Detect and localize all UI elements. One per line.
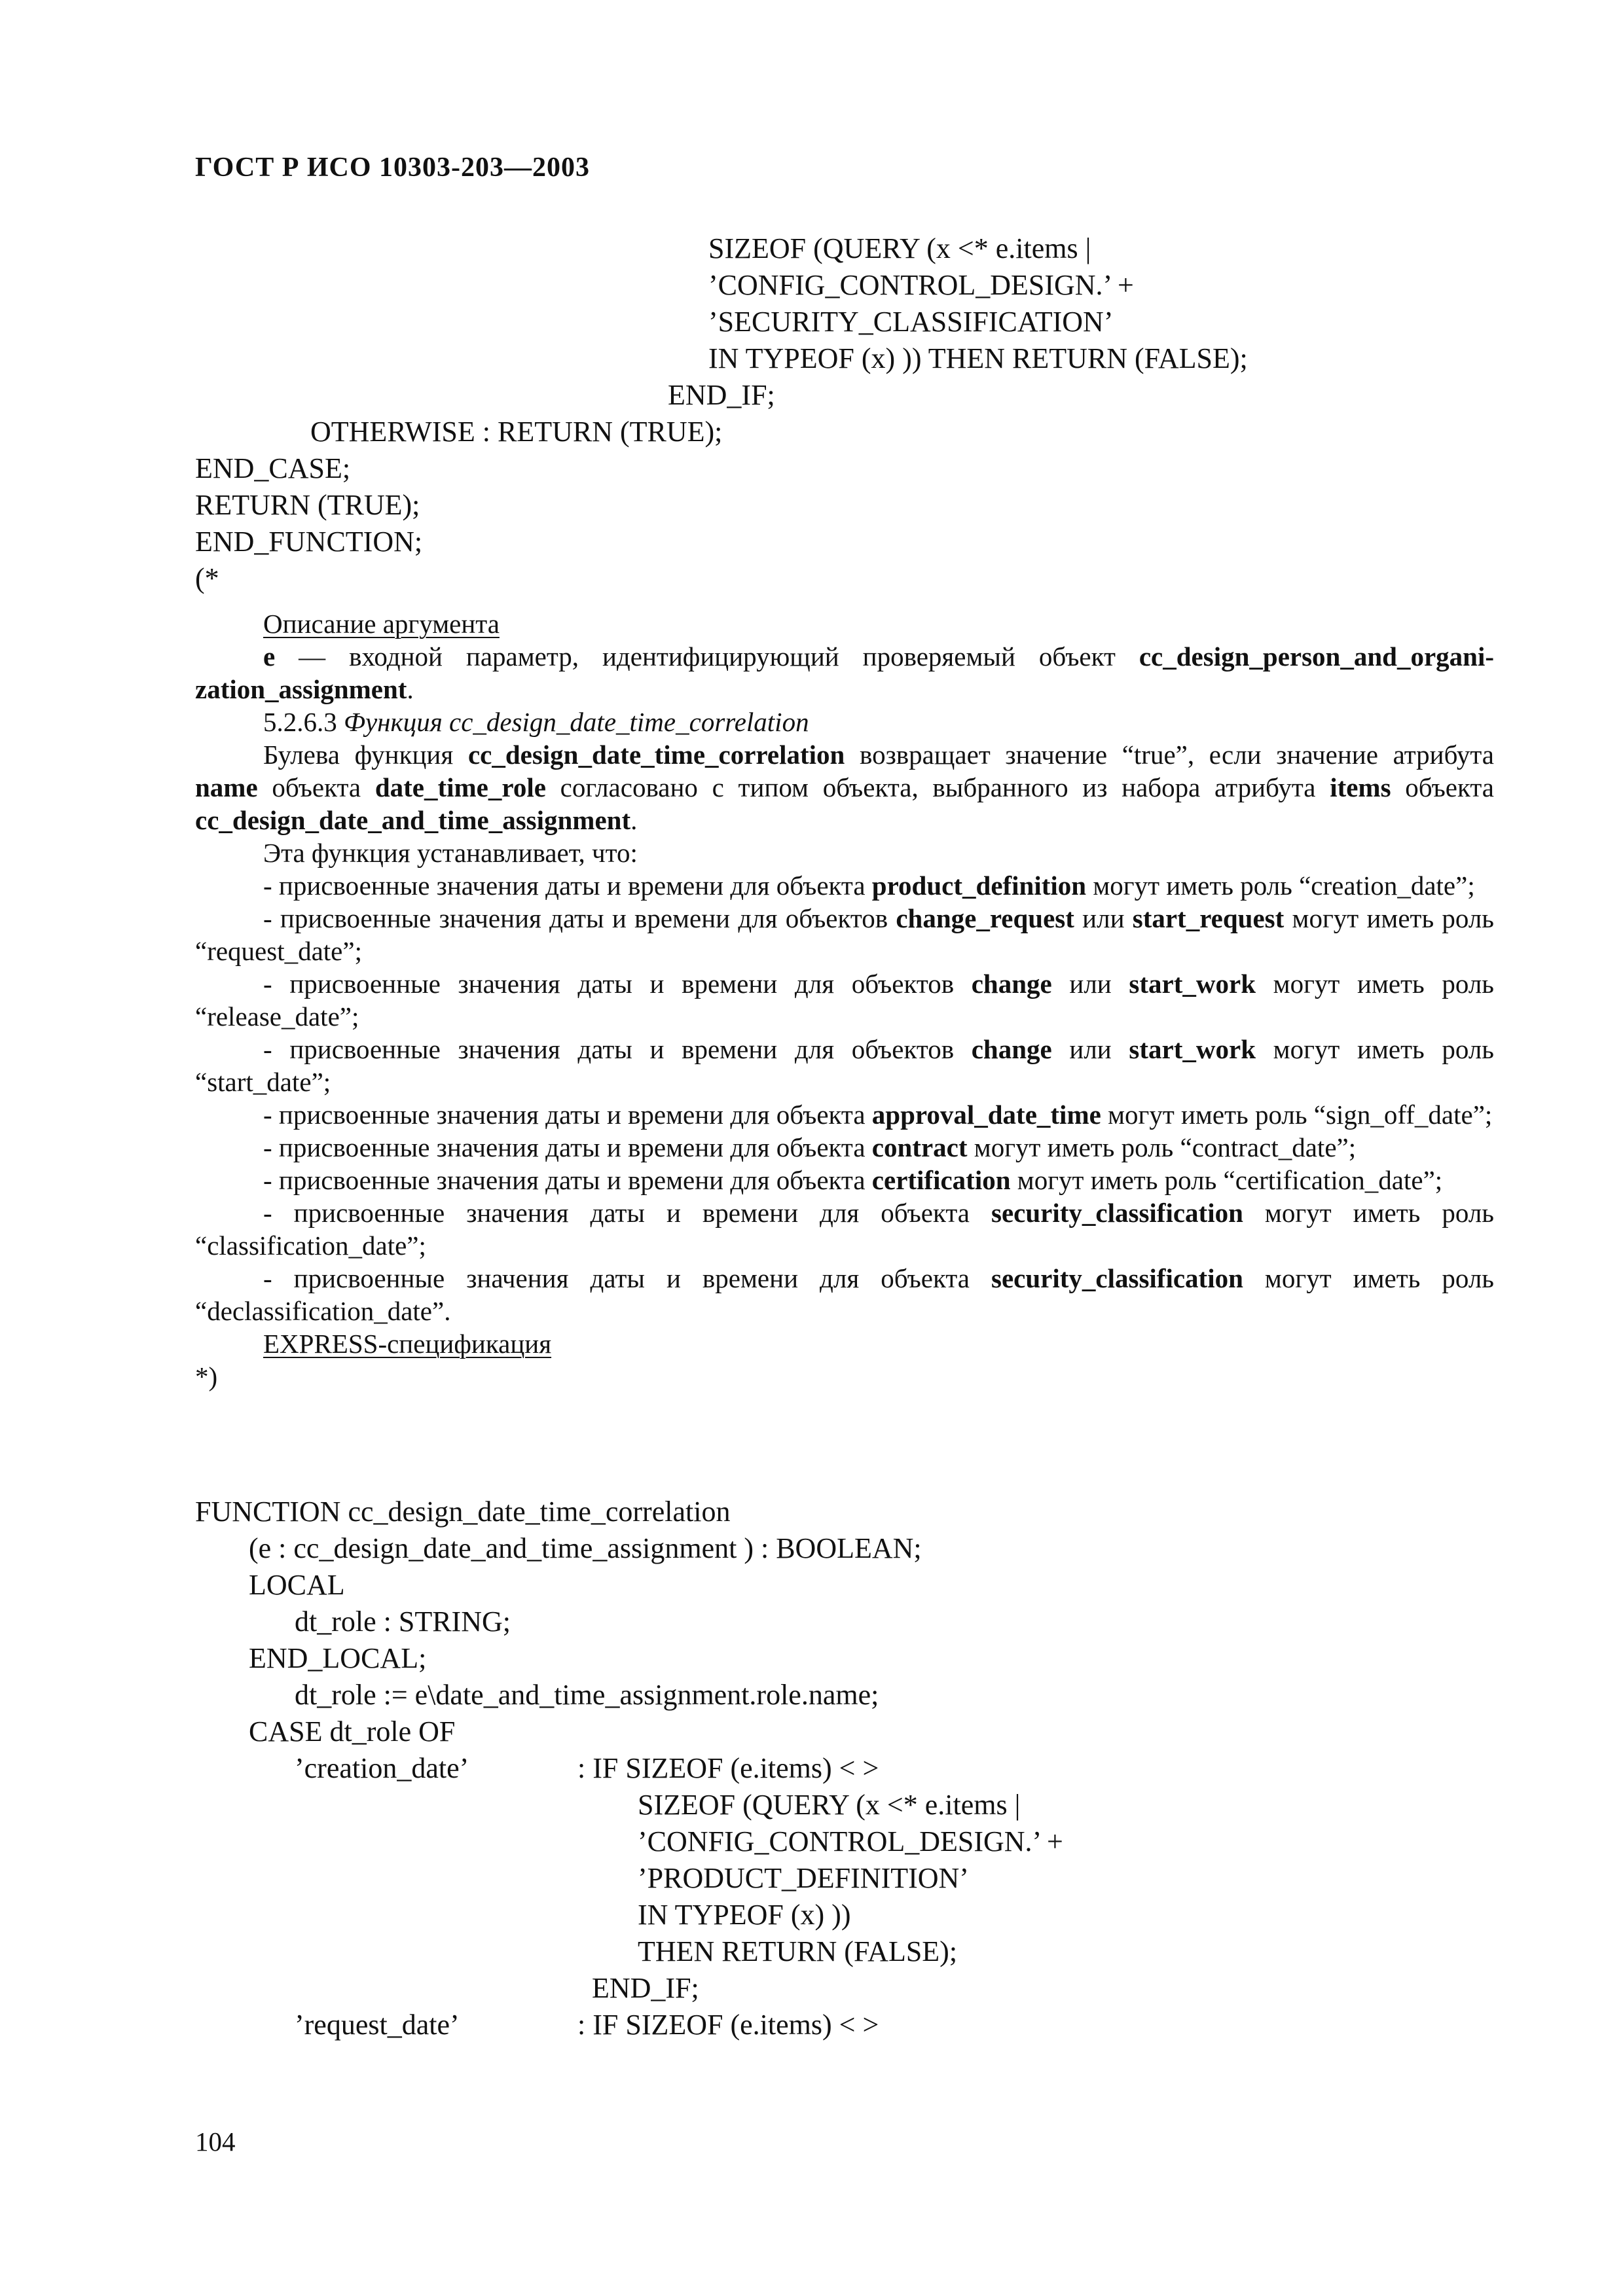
code-line: END_LOCAL; bbox=[249, 1642, 427, 1674]
rule-text: могут иметь роль “classification_date”; bbox=[195, 1198, 1494, 1261]
code-line: CASE dt_role OF bbox=[249, 1715, 456, 1748]
desc-bold: items bbox=[1330, 772, 1391, 802]
rule-object: change_request bbox=[896, 903, 1074, 933]
argument-heading bbox=[195, 607, 1494, 640]
code-line: END_IF; bbox=[668, 379, 775, 411]
desc-part: . bbox=[630, 805, 638, 835]
code-line: : IF SIZEOF (e.items) < > bbox=[577, 1752, 879, 1784]
argument-object: cc_design_person_and_organi-zation_assignment bbox=[195, 641, 1494, 704]
code-line: ’CONFIG_CONTROL_DESIGN.’ + bbox=[638, 1825, 1063, 1857]
rule-text: могут иметь роль “declassification_date”. bbox=[195, 1263, 1494, 1326]
rule-object: security_classification bbox=[991, 1198, 1243, 1228]
code-line: ’SECURITY_CLASSIFICATION’ bbox=[708, 306, 1114, 338]
rule-text: могут иметь роль “start_date”; bbox=[195, 1034, 1494, 1097]
rule-text: или bbox=[1051, 1034, 1129, 1064]
rule-text: могут иметь роль “request_date”; bbox=[195, 903, 1494, 966]
code-line: dt_role := e\date_and_time_assignment.role.name; bbox=[295, 1679, 879, 1711]
rule-item bbox=[195, 1131, 1494, 1164]
rule-item bbox=[195, 1033, 1494, 1098]
desc-part: Булева функция bbox=[263, 740, 468, 770]
rule-text: могут иметь роль “certification_date”; bbox=[1010, 1165, 1443, 1195]
argument-description bbox=[195, 640, 1494, 706]
code-line: ’CONFIG_CONTROL_DESIGN.’ + bbox=[708, 269, 1134, 301]
code-line: ’PRODUCT_DEFINITION’ bbox=[638, 1862, 969, 1894]
rule-item bbox=[195, 1196, 1494, 1262]
section-heading bbox=[195, 706, 1494, 738]
rule-item bbox=[195, 967, 1494, 1033]
argument-text: — входной параметр, идентифицирующий проверяемый объект bbox=[275, 641, 1139, 672]
code-line: LOCAL bbox=[249, 1569, 345, 1601]
code-line: END_CASE; bbox=[195, 452, 351, 484]
rule-object: approval_date_time bbox=[871, 1100, 1101, 1130]
rule-object: start_work bbox=[1129, 969, 1256, 999]
desc-bold: cc_design_date_and_time_assignment bbox=[195, 805, 631, 835]
code-line: SIZEOF (QUERY (x <* e.items | bbox=[708, 232, 1091, 264]
rule-item bbox=[195, 869, 1494, 902]
body-text bbox=[195, 607, 1494, 1393]
rule-object: change bbox=[971, 1034, 1052, 1064]
page-number: 104 bbox=[195, 2126, 236, 2157]
desc-bold: date_time_role bbox=[374, 772, 546, 802]
rule-text: могут иметь роль “creation_date”; bbox=[1086, 870, 1475, 901]
rule-text: - присвоенные значения даты и времени для объекта bbox=[263, 1132, 872, 1162]
code-line: ’creation_date’ bbox=[295, 1752, 469, 1784]
rule-object: start_request bbox=[1132, 903, 1285, 933]
rule-object: certification bbox=[871, 1165, 1011, 1195]
code-line: ’request_date’ bbox=[295, 2009, 460, 2041]
rule-item bbox=[195, 902, 1494, 967]
desc-bold: cc_design_date_time_correlation bbox=[467, 740, 845, 770]
desc-part: объекта bbox=[1391, 772, 1494, 802]
rule-text: - присвоенные значения даты и времени для объекта bbox=[263, 1165, 872, 1195]
document-header: ГОСТ Р ИСО 10303-203—2003 bbox=[195, 152, 591, 183]
rule-text: - присвоенные значения даты и времени для объекта bbox=[263, 1198, 992, 1228]
rule-object: contract bbox=[871, 1132, 968, 1162]
rule-item bbox=[195, 1164, 1494, 1196]
code-line: IN TYPEOF (x) )) bbox=[638, 1899, 851, 1931]
code-line: dt_role : STRING; bbox=[295, 1605, 511, 1638]
function-description bbox=[195, 738, 1494, 836]
rule-item bbox=[195, 1098, 1494, 1131]
rule-text: - присвоенные значения даты и времени для объекта bbox=[263, 1100, 872, 1130]
argument-name: e bbox=[263, 641, 276, 672]
rule-text: могут иметь роль “contract_date”; bbox=[967, 1132, 1357, 1162]
code-line: THEN RETURN (FALSE); bbox=[638, 1935, 958, 1967]
comment-close: *) bbox=[195, 1361, 218, 1391]
code-line: : IF SIZEOF (e.items) < > bbox=[577, 2009, 879, 2041]
rule-item bbox=[195, 1262, 1494, 1327]
code-line: END_FUNCTION; bbox=[195, 526, 423, 558]
argument-end: . bbox=[407, 674, 414, 704]
rule-object: security_classification bbox=[991, 1263, 1243, 1293]
express-heading bbox=[195, 1327, 1494, 1360]
rule-text: - присвоенные значения даты и времени для объекта bbox=[263, 870, 872, 901]
code-line: IN TYPEOF (x) )) THEN RETURN (FALSE); bbox=[708, 342, 1248, 374]
desc-bold: name bbox=[195, 772, 258, 802]
rule-text: - присвоенные значения даты и времени для объектов bbox=[263, 903, 896, 933]
rule-text: - присвоенные значения даты и времени для объектов bbox=[263, 969, 972, 999]
code-line: OTHERWISE : RETURN (TRUE); bbox=[310, 416, 723, 448]
section-title: Функция cc_design_date_time_correlation bbox=[344, 707, 809, 737]
rule-text: или bbox=[1074, 903, 1133, 933]
desc-part: возвращает значение “true”, если значение атрибута bbox=[845, 740, 1495, 770]
rule-object: change bbox=[971, 969, 1052, 999]
desc-part: объекта bbox=[257, 772, 375, 802]
rule-object: product_definition bbox=[871, 870, 1087, 901]
rules-intro: Эта функция устанавливает, что: bbox=[263, 838, 638, 868]
express-heading-text: EXPRESS-спецификация bbox=[263, 1329, 552, 1359]
rule-text: - присвоенные значения даты и времени для объектов bbox=[263, 1034, 972, 1064]
rule-text: могут иметь роль “sign_off_date”; bbox=[1101, 1100, 1493, 1130]
rule-text: или bbox=[1051, 969, 1129, 999]
code-line: (* bbox=[195, 562, 219, 594]
section-number: 5.2.6.3 bbox=[263, 707, 344, 737]
desc-part: согласовано с типом объекта, выбранного из набора атрибута bbox=[545, 772, 1330, 802]
rule-text: могут иметь роль “release_date”; bbox=[195, 969, 1494, 1031]
argument-heading-text: Описание аргумента bbox=[263, 609, 500, 639]
code-line: FUNCTION cc_design_date_time_correlation bbox=[195, 1496, 731, 1528]
code-line: (e : cc_design_date_and_time_assignment ) : BOOLEAN; bbox=[249, 1532, 922, 1564]
rule-text: - присвоенные значения даты и времени для объекта bbox=[263, 1263, 992, 1293]
code-line: END_IF; bbox=[592, 1972, 699, 2004]
rule-object: start_work bbox=[1129, 1034, 1256, 1064]
code-line: SIZEOF (QUERY (x <* e.items | bbox=[638, 1789, 1021, 1821]
code-line: RETURN (TRUE); bbox=[195, 489, 420, 521]
